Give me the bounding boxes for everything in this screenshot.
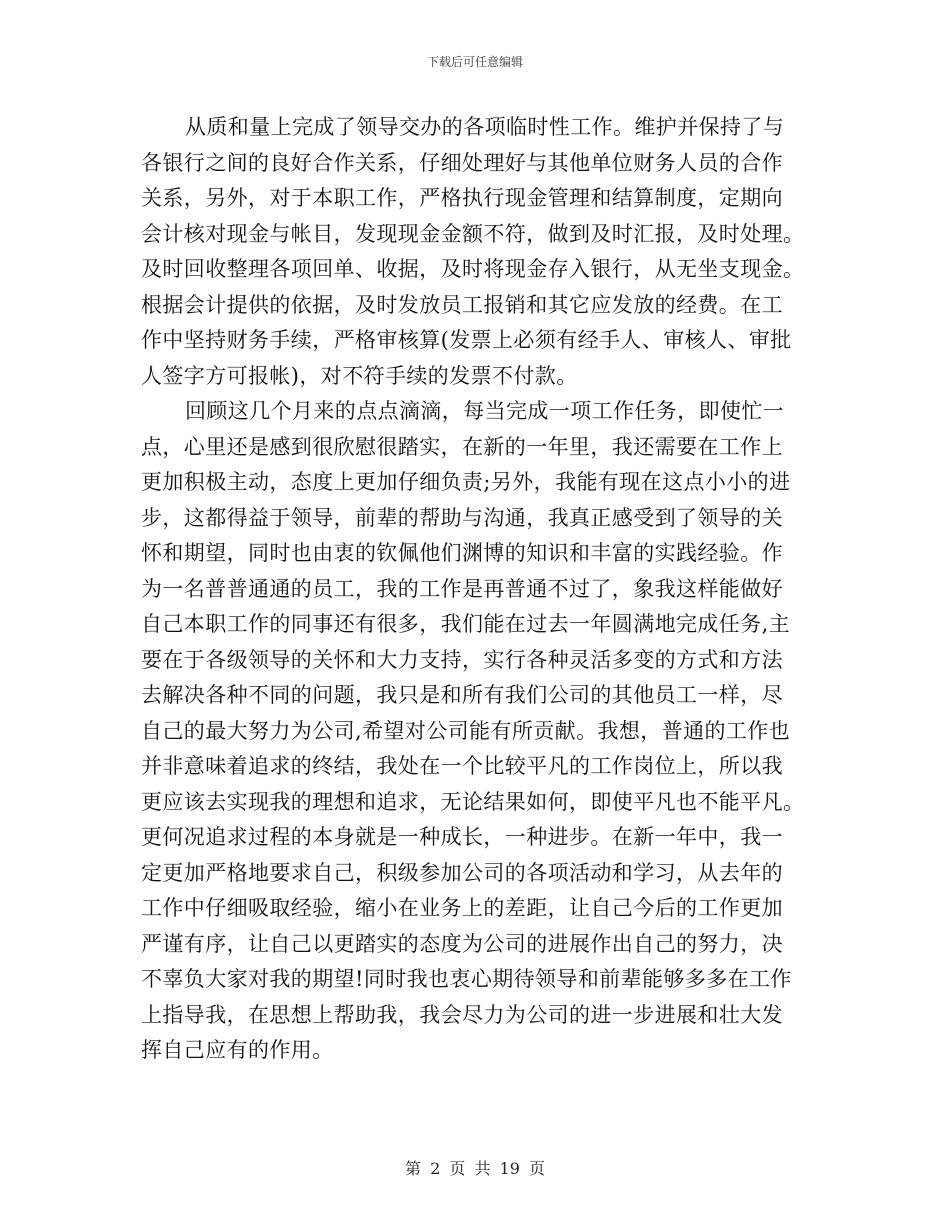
text-line: 作中坚持财务手续，严格审核算(发票上必须有经手人、审核人、审批 [141, 328, 792, 352]
text-line: 会计核对现金与帐目，发现现金金额不符，做到及时汇报，及时处理。 [141, 221, 805, 246]
text-line: 更加积极主动，态度上更加仔细负责;另外，我能有现在这点小小的进 [141, 470, 791, 494]
text-line: 并非意味着追求的终结，我处在一个比较平凡的工作岗位上，所以我 [141, 754, 783, 778]
text-line: 关系，另外，对于本职工作，严格执行现金管理和结算制度，定期向 [141, 186, 783, 210]
text-line: 定更加严格地要求自己，积级参加公司的各项活动和学习，从去年的 [141, 860, 783, 885]
text-line: 从质和量上完成了领导交办的各项临时性工作。维护并保持了与 [185, 115, 785, 139]
text-line: 回顾这几个月来的点点滴滴，每当完成一项工作任务，即使忙一 [185, 399, 785, 423]
text-line: 步，这都得益于领导，前辈的帮助与沟通，我真正感受到了领导的关 [141, 505, 783, 530]
document-body [141, 110, 809, 1069]
text-line: 各银行之间的良好合作关系，仔细处理好与其他单位财务人员的合作 [141, 150, 783, 175]
text-line: 去解决各种不同的问题，我只是和所有我们公司的其他员工一样，尽 [141, 683, 783, 707]
text-line: 为一名普普通通的员工，我的工作是再普通不过了，象我这样能做好 [141, 576, 783, 601]
text-line: 根据会计提供的依据，及时发放员工报销和其它应发放的经费。在工 [141, 292, 783, 317]
text-line: 工作中仔细吸取经验，缩小在业务上的差距，让自己今后的工作更加 [141, 896, 783, 920]
text-line: 不辜负大家对我的期望!同时我也衷心期待领导和前辈能够多多在工作 [141, 967, 792, 991]
text-line: 更何况追求过程的本身就是一种成长，一种进步。在新一年中，我一 [141, 825, 783, 849]
text-line: 要在于各级领导的关怀和大力支持，实行各种灵活多变的方式和方法 [141, 647, 783, 672]
page-number-footer: 第 2 页 共 19 页 [405, 1159, 545, 1178]
text-line: 自己的最大努力为公司,希望对公司能有所贡献。我想，普通的工作也 [141, 718, 791, 743]
text-line: 怀和期望，同时也由衷的钦佩他们渊博的知识和丰富的实践经验。作 [141, 541, 783, 565]
text-line: 人签字方可报帐)，对不符手续的发票不付款。 [141, 363, 578, 388]
text-line: 及时回收整理各项回单、收据，及时将现金存入银行，从无坐支现金。 [141, 257, 805, 281]
text-line: 自己本职工作的同事还有很多，我们能在过去一年圆满地完成任务,主 [141, 612, 791, 636]
text-line: 点，心里还是感到很欣慰很踏实，在新的一年里，我还需要在工作上 [141, 434, 783, 459]
text-line: 更应该去实现我的理想和追求，无论结果如何，即使平凡也不能平凡。 [141, 789, 805, 814]
text-line: 严谨有序，让自己以更踏实的态度为公司的进展作出自己的努力，决 [141, 931, 783, 956]
page-header: 下载后可任意编辑 [426, 55, 523, 69]
text-line: 挥自己应有的作用。 [141, 1038, 334, 1062]
text-line: 上指导我，在思想上帮助我，我会尽力为公司的进一步进展和壮大发 [141, 1002, 783, 1027]
